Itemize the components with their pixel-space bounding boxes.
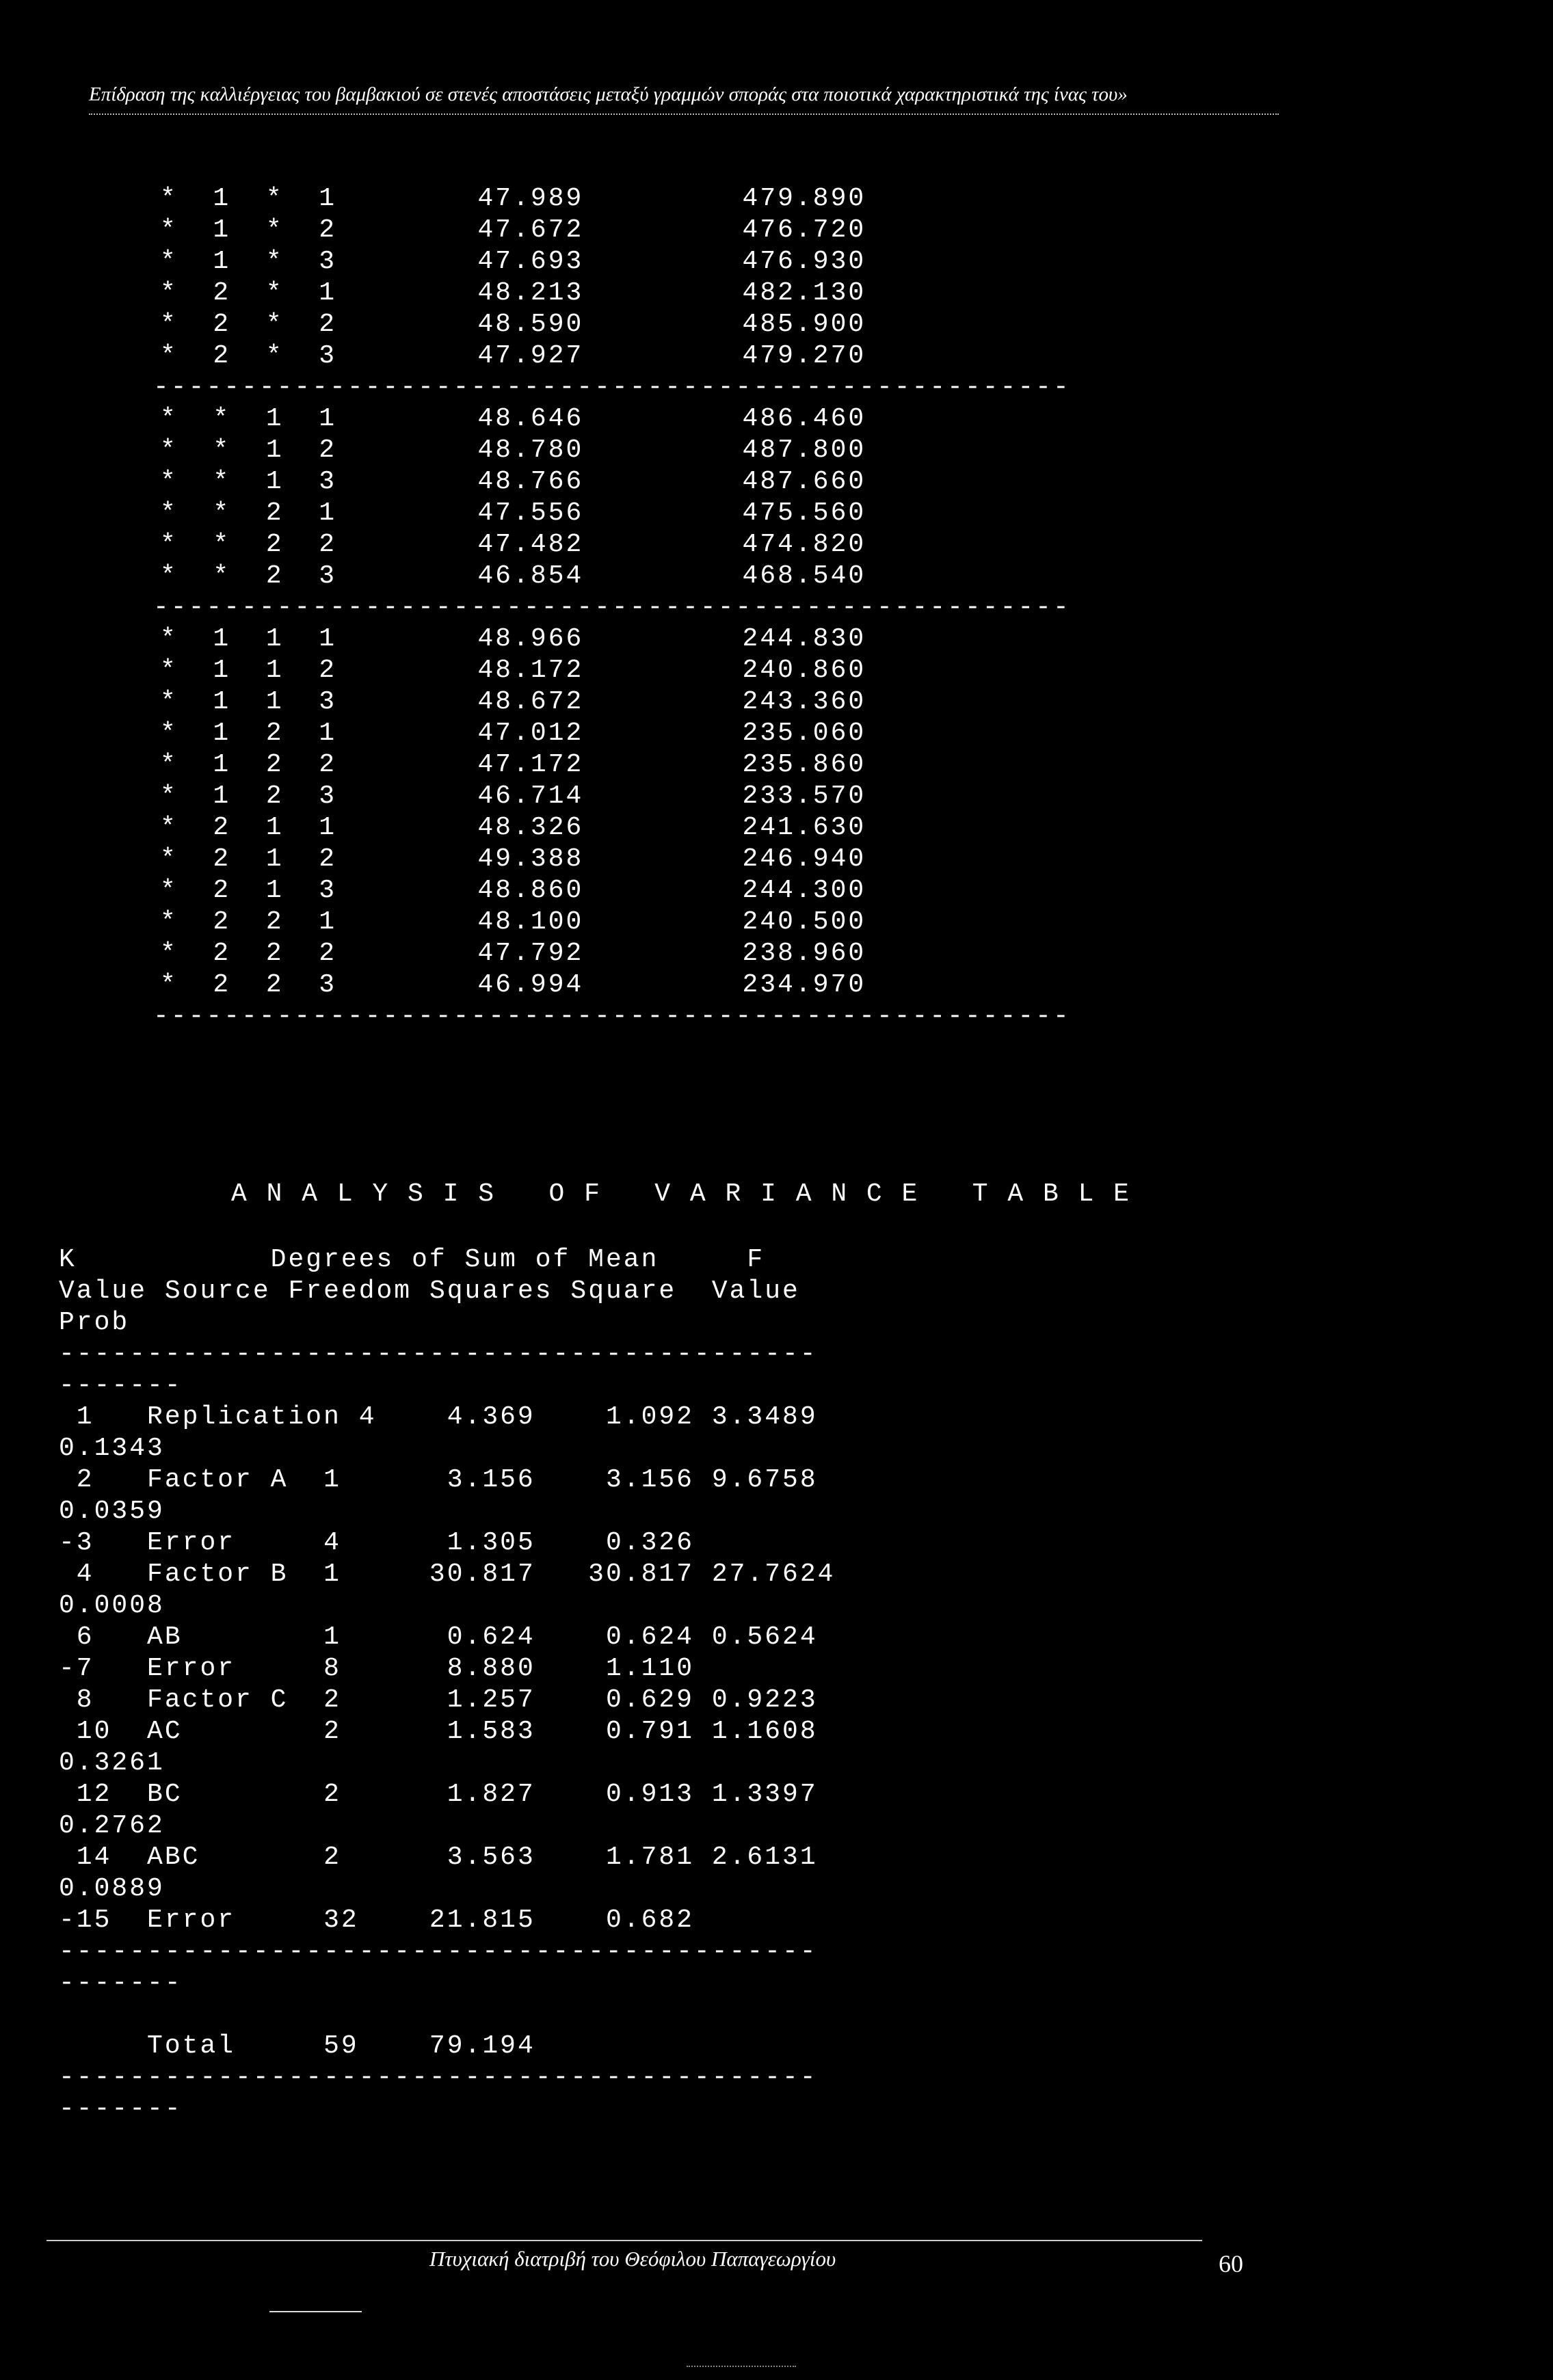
means-row	[160, 907, 1071, 938]
means-row	[160, 403, 1071, 435]
anova-divider-tail: -------	[59, 1968, 183, 1998]
footer-divider	[47, 2240, 1202, 2241]
anova-ss: 1.583	[447, 1717, 535, 1746]
means-row	[160, 561, 1071, 592]
anova-row	[59, 1842, 835, 1873]
means-mean: 49.388	[477, 844, 584, 874]
header-divider	[89, 113, 1279, 115]
means-row	[160, 466, 1071, 498]
means-mean: 48.326	[477, 813, 584, 842]
anova-row	[59, 1465, 835, 1496]
means-row	[160, 938, 1071, 970]
anova-row	[59, 1622, 835, 1653]
anova-total-ss: 79.194	[429, 2031, 535, 2061]
means-key: * 2 2 3	[160, 970, 337, 1000]
anova-f: 27.7624	[711, 1560, 836, 1589]
anova-divider: -------------------------------------------	[59, 1937, 818, 1966]
means-row	[160, 183, 1071, 215]
anova-ss: 1.257	[447, 1685, 535, 1715]
anova-source: Error	[147, 1906, 236, 1935]
means-key: * 2 2 2	[160, 939, 337, 968]
means-total: 482.130	[742, 278, 866, 308]
means-row	[160, 215, 1071, 246]
means-row	[160, 781, 1071, 812]
header-f-value: Value	[711, 1276, 800, 1306]
means-key: * 1 * 1	[160, 184, 337, 213]
means-key: * * 2 2	[160, 530, 337, 559]
header-k: K	[59, 1245, 77, 1274]
bottom-mark	[269, 2311, 362, 2312]
means-total: 476.720	[742, 215, 866, 245]
means-key: * 1 1 3	[160, 687, 337, 717]
means-key: * 1 1 2	[160, 656, 337, 685]
header-ms: Mean	[588, 1245, 659, 1274]
anova-ms: 3.156	[605, 1465, 694, 1495]
header-freedom: Freedom	[288, 1276, 412, 1306]
anova-row	[59, 1779, 835, 1810]
anova-k: 8	[59, 1685, 94, 1715]
anova-ss: 21.815	[429, 1906, 535, 1935]
anova-df: 1	[323, 1465, 341, 1495]
anova-ss: 3.563	[447, 1843, 535, 1872]
anova-ms: 1.092	[605, 1402, 694, 1432]
means-key: * 2 * 3	[160, 341, 337, 371]
anova-title: A N A L Y S I S O F V A R I A N C E T A B L E	[231, 1179, 1131, 1209]
anova-divider-tail: -------	[59, 1371, 183, 1400]
anova-source: Factor B	[147, 1560, 289, 1589]
document-header-title: Επίδραση της καλλιέργειας του βαμβακιού σε στενές αποστάσεις μεταξύ γραμμών σποράς στα ποιοτικά χαρακτηριστικά της ίνας του»	[89, 83, 1128, 105]
means-key: * 2 1 3	[160, 876, 337, 905]
means-total: 486.460	[742, 404, 866, 433]
anova-prob: 0.2762	[59, 1811, 165, 1841]
anova-row	[59, 1527, 835, 1559]
means-total: 475.560	[742, 498, 866, 528]
anova-source: Factor A	[147, 1465, 289, 1495]
means-total: 240.500	[742, 907, 866, 937]
means-row	[160, 435, 1071, 466]
anova-df: 2	[323, 1780, 341, 1809]
means-key: * 1 2 3	[160, 781, 337, 811]
means-key: * * 1 1	[160, 404, 337, 433]
means-key: * 1 * 2	[160, 215, 337, 245]
anova-ss: 1.827	[447, 1780, 535, 1809]
header-source: Source	[164, 1276, 271, 1306]
means-key: * * 1 2	[160, 436, 337, 465]
anova-f: 9.6758	[711, 1465, 818, 1495]
anova-row	[59, 1653, 835, 1685]
means-key: * 1 2 2	[160, 750, 337, 779]
anova-total-df: 59	[323, 2031, 359, 2061]
means-row	[160, 246, 1071, 278]
header-prob: Prob	[59, 1308, 130, 1337]
anova-prob: 0.3261	[59, 1748, 165, 1778]
means-total: 233.570	[742, 781, 866, 811]
anova-df: 2	[323, 1685, 341, 1715]
anova-source: Replication	[147, 1402, 341, 1432]
anova-f: 3.3489	[711, 1402, 818, 1432]
anova-k: -15	[59, 1906, 112, 1935]
anova-df: 8	[323, 1654, 341, 1683]
means-total: 474.820	[742, 530, 866, 559]
means-mean: 48.213	[477, 278, 584, 308]
means-total: 244.830	[742, 624, 866, 654]
anova-k: 10	[59, 1717, 112, 1746]
anova-ss: 0.624	[447, 1622, 535, 1652]
means-row	[160, 875, 1071, 907]
footer-author-line: Πτυχιακή διατριβή του Θεόφιλου Παπαγεωργίου	[429, 2247, 836, 2271]
means-mean: 48.780	[477, 436, 584, 465]
anova-divider: -------------------------------------------	[59, 2063, 818, 2092]
means-row	[160, 812, 1071, 844]
anova-df: 32	[323, 1906, 359, 1935]
anova-header-line-2	[59, 1276, 835, 1307]
means-mean: 47.482	[477, 530, 584, 559]
anova-k: -3	[59, 1528, 94, 1557]
means-mean: 47.792	[477, 939, 584, 968]
anova-row	[59, 1559, 835, 1590]
anova-df: 1	[323, 1622, 341, 1652]
anova-ms: 1.781	[605, 1843, 695, 1872]
anova-source: Factor C	[147, 1685, 289, 1715]
means-total: 241.630	[742, 813, 866, 842]
anova-f: 1.1608	[711, 1717, 818, 1746]
anova-f: 1.3397	[711, 1780, 818, 1809]
means-mean: 47.556	[477, 498, 584, 528]
anova-ss: 3.156	[447, 1465, 535, 1495]
means-total: 468.540	[742, 561, 866, 591]
means-row	[160, 498, 1071, 529]
anova-row	[59, 1402, 835, 1433]
means-mean: 48.966	[477, 624, 584, 654]
anova-k: 1	[59, 1402, 94, 1432]
anova-ms: 0.326	[605, 1528, 695, 1557]
anova-f: 0.9223	[711, 1685, 818, 1715]
means-key: * * 2 3	[160, 561, 337, 591]
means-mean: 47.012	[477, 719, 584, 748]
anova-ss: 30.817	[429, 1560, 535, 1589]
means-key: * 2 1 2	[160, 844, 337, 874]
anova-k: 2	[59, 1465, 94, 1495]
anova-ss: 1.305	[447, 1528, 535, 1557]
anova-df: 4	[358, 1402, 377, 1432]
anova-source: ABC	[147, 1843, 200, 1872]
means-mean: 48.590	[477, 310, 584, 339]
means-mean: 47.672	[477, 215, 584, 245]
means-total: 479.270	[742, 341, 866, 371]
means-row	[160, 340, 1071, 372]
means-key: * * 2 1	[160, 498, 337, 528]
anova-ss: 4.369	[447, 1402, 535, 1432]
means-row	[160, 529, 1071, 561]
means-key: * 2 2 1	[160, 907, 337, 937]
anova-total-row	[59, 2031, 835, 2062]
means-total: 244.300	[742, 876, 866, 905]
means-row	[160, 655, 1071, 686]
anova-prob: 0.0889	[59, 1874, 165, 1903]
means-total: 234.970	[742, 970, 866, 1000]
means-total: 240.860	[742, 656, 866, 685]
anova-row	[59, 1905, 835, 1936]
means-total: 487.800	[742, 436, 866, 465]
means-key: * 1 * 3	[160, 247, 337, 276]
means-table	[153, 183, 1071, 1032]
anova-ms: 0.913	[605, 1780, 694, 1809]
anova-ms: 1.110	[605, 1654, 695, 1683]
anova-divider-tail: -------	[59, 2094, 183, 2124]
means-divider: ----------------------------------------------------	[153, 593, 1071, 622]
anova-df: 1	[323, 1560, 341, 1589]
means-divider: ----------------------------------------------------	[153, 1002, 1071, 1031]
means-mean: 46.994	[477, 970, 584, 1000]
means-key: * 2 1 1	[160, 813, 337, 842]
means-total: 235.860	[742, 750, 866, 779]
anova-k: 12	[59, 1780, 112, 1809]
means-mean: 47.927	[477, 341, 584, 371]
means-key: * * 1 3	[160, 467, 337, 496]
means-row	[160, 624, 1071, 655]
means-total: 485.900	[742, 310, 866, 339]
anova-row	[59, 1716, 835, 1748]
means-key: * 1 2 1	[160, 719, 337, 748]
page-number: 60	[1219, 2250, 1243, 2277]
means-mean: 48.860	[477, 876, 584, 905]
header-squares: Squares	[429, 1276, 553, 1306]
means-key: * 1 1 1	[160, 624, 337, 654]
means-total: 487.660	[742, 467, 866, 496]
anova-source: AC	[147, 1717, 183, 1746]
anova-k: -7	[59, 1654, 94, 1683]
anova-df: 2	[323, 1717, 341, 1746]
means-total: 238.960	[742, 939, 866, 968]
anova-ms: 0.624	[605, 1622, 694, 1652]
means-mean: 47.693	[477, 247, 584, 276]
anova-ms: 0.682	[605, 1906, 694, 1935]
anova-source: BC	[147, 1780, 183, 1809]
means-row	[160, 844, 1071, 875]
means-divider: ----------------------------------------------------	[153, 373, 1071, 402]
anova-ms: 0.629	[605, 1685, 694, 1715]
means-total: 235.060	[742, 719, 866, 748]
means-key: * 2 * 1	[160, 278, 337, 308]
anova-header-line-1	[59, 1244, 835, 1276]
anova-df: 2	[323, 1843, 341, 1872]
anova-source: Error	[147, 1654, 236, 1683]
means-mean: 47.172	[477, 750, 584, 779]
means-total: 246.940	[742, 844, 866, 874]
anova-k: 14	[59, 1843, 112, 1872]
means-mean: 47.989	[477, 184, 584, 213]
bottom-dots	[687, 2366, 796, 2367]
anova-row	[59, 1685, 835, 1716]
means-key: * 2 * 2	[160, 310, 337, 339]
means-total: 479.890	[742, 184, 866, 213]
anova-table	[59, 1244, 835, 2125]
anova-df: 4	[323, 1528, 341, 1557]
means-mean: 48.646	[477, 404, 584, 433]
header-value: Value	[59, 1276, 148, 1306]
means-mean: 46.854	[477, 561, 584, 591]
means-mean: 46.714	[477, 781, 584, 811]
anova-ms: 30.817	[588, 1560, 694, 1589]
anova-prob: 0.0008	[59, 1591, 165, 1620]
means-row	[160, 278, 1071, 309]
anova-k: 6	[59, 1622, 94, 1652]
means-row	[160, 309, 1071, 340]
means-row	[160, 970, 1071, 1001]
means-row	[160, 718, 1071, 749]
anova-f: 2.6131	[711, 1843, 818, 1872]
header-square: Square	[570, 1276, 677, 1306]
anova-ss: 8.880	[447, 1654, 535, 1683]
means-mean: 48.672	[477, 687, 584, 717]
anova-source: AB	[147, 1622, 183, 1652]
means-total: 243.360	[742, 687, 866, 717]
header-df: Degrees of	[270, 1245, 447, 1274]
anova-ms: 0.791	[605, 1717, 694, 1746]
means-row	[160, 686, 1071, 718]
anova-spacer	[59, 1999, 835, 2031]
anova-prob: 0.1343	[59, 1434, 165, 1463]
anova-f: 0.5624	[711, 1622, 818, 1652]
means-mean: 48.766	[477, 467, 584, 496]
means-row	[160, 749, 1071, 781]
header-ss: Sum of	[464, 1245, 571, 1274]
means-mean: 48.172	[477, 656, 584, 685]
header-f: F	[747, 1245, 765, 1274]
anova-divider: -------------------------------------------	[59, 1339, 818, 1369]
anova-header-line-3	[59, 1307, 835, 1339]
anova-source: Error	[147, 1528, 236, 1557]
anova-k: 4	[59, 1560, 94, 1589]
means-total: 476.930	[742, 247, 866, 276]
anova-prob: 0.0359	[59, 1497, 165, 1526]
means-mean: 48.100	[477, 907, 584, 937]
anova-total-label: Total	[147, 2031, 236, 2061]
